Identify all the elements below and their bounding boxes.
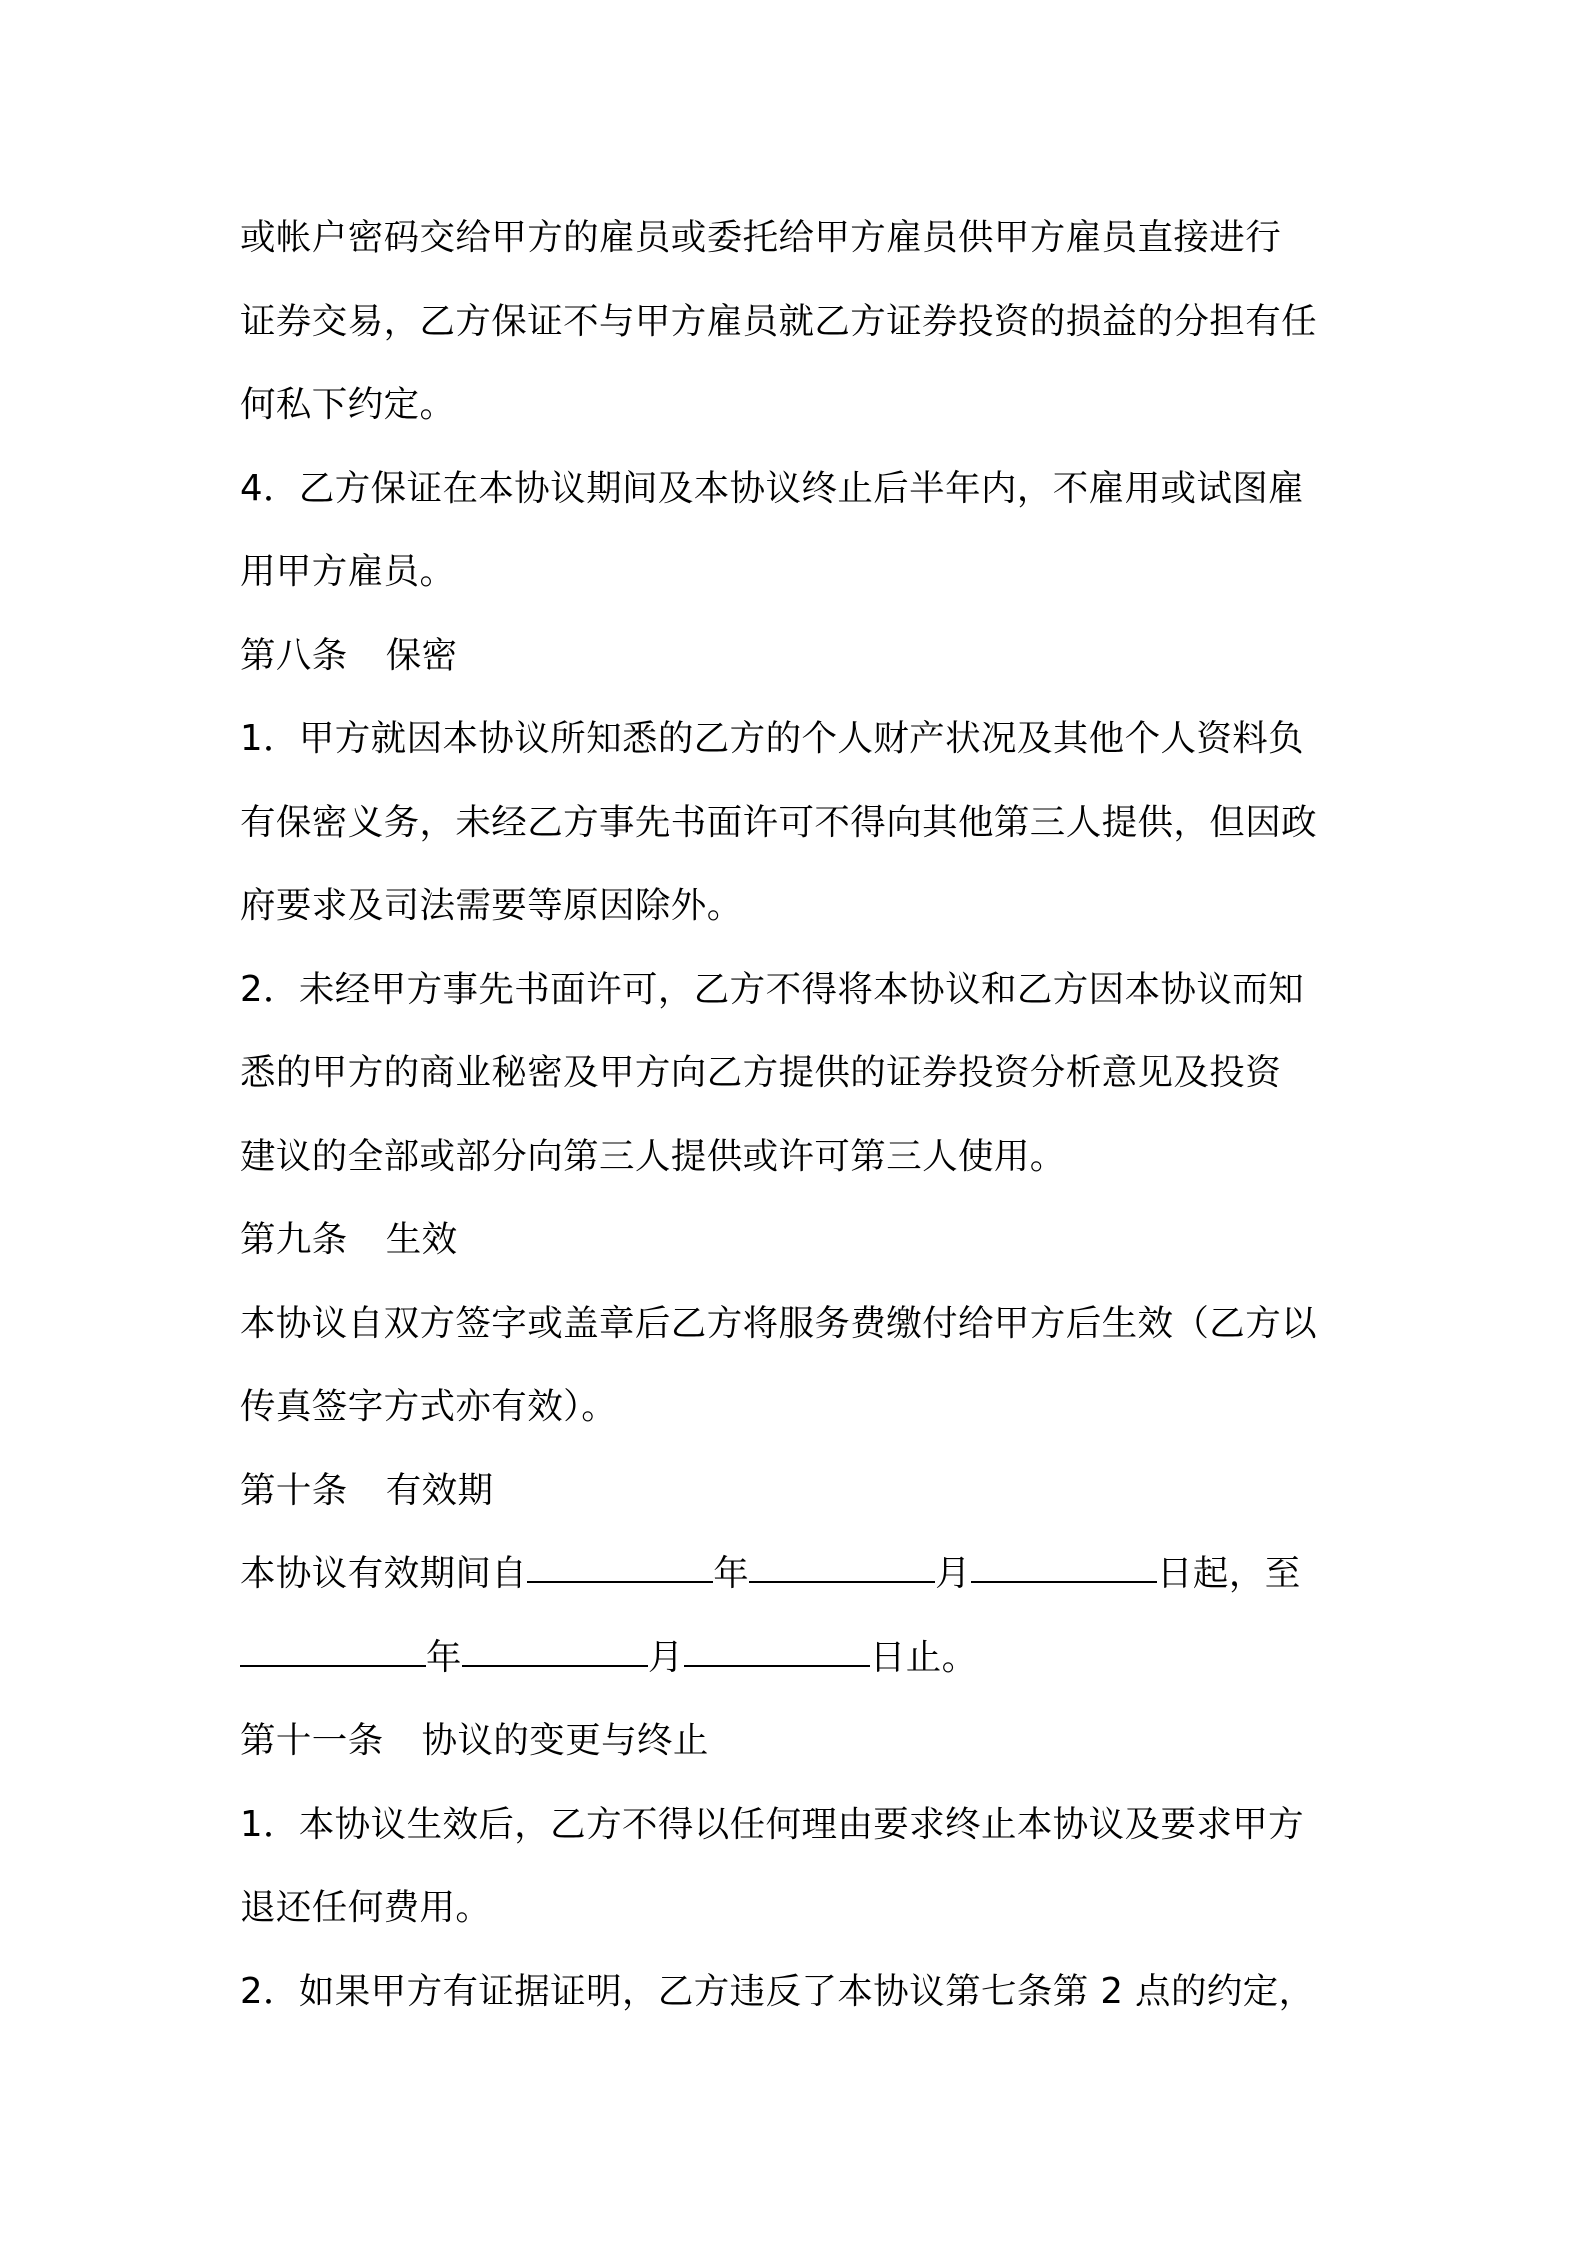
day-label: 日起，至 xyxy=(1157,1553,1301,1594)
article-11-heading xyxy=(240,1699,1370,1783)
paragraph-line: 或帐户密码交给甲方的雇员或委托给甲方雇员供甲方雇员直接进行 xyxy=(240,217,1282,258)
start-month-blank[interactable] xyxy=(749,1545,935,1583)
start-day-blank[interactable] xyxy=(971,1545,1157,1583)
month-label: 月 xyxy=(935,1553,972,1594)
article-title: 协议的变更与终止 xyxy=(421,1720,709,1761)
article-10-heading xyxy=(240,1449,1370,1533)
paragraph-line: 有保密义务，未经乙方事先书面许可不得向其他第三人提供，但因政 xyxy=(240,801,1318,843)
article-9-heading xyxy=(240,1198,1370,1282)
validity-end-line xyxy=(240,1616,1370,1700)
paragraph-line: 4．乙方保证在本协议期间及本协议终止后半年内，不雇用或试图雇 xyxy=(240,467,1305,509)
year-label: 年 xyxy=(713,1553,750,1594)
validity-prefix: 本协议有效期间自 xyxy=(240,1553,528,1594)
year-label: 年 xyxy=(426,1636,462,1678)
paragraph-line: 传真签字方式亦有效）。 xyxy=(240,1386,618,1427)
day-label: 日止。 xyxy=(869,1636,978,1678)
paragraph-line: 悉的甲方的商业秘密及甲方向乙方提供的证券投资分析意见及投资 xyxy=(240,1052,1282,1093)
paragraph-line: 证券交易，乙方保证不与甲方雇员就乙方证券投资的损益的分担有任 xyxy=(240,300,1318,342)
article-title: 有效期 xyxy=(385,1469,494,1511)
paragraph-line: 用甲方雇员。 xyxy=(240,551,456,592)
paragraph-line: 2．如果甲方有证据证明，乙方违反了本协议第七条第 2 点的约定， xyxy=(240,1970,1315,2012)
article-number: 第八条 xyxy=(240,634,348,676)
article-title: 生效 xyxy=(385,1219,458,1260)
end-month-blank[interactable] xyxy=(462,1629,648,1667)
paragraph-line: 退还任何费用。 xyxy=(240,1887,492,1928)
end-day-blank[interactable] xyxy=(684,1629,870,1667)
article-8-heading xyxy=(240,614,1370,698)
end-year-blank[interactable] xyxy=(240,1629,426,1667)
article-number: 第十条 xyxy=(240,1469,348,1511)
validity-start-line xyxy=(240,1532,1370,1616)
document-body xyxy=(240,196,1370,2033)
month-label: 月 xyxy=(647,1636,684,1678)
article-number: 第十一条 xyxy=(240,1720,384,1761)
paragraph-line: 何私下约定。 xyxy=(240,384,456,425)
article-title: 保密 xyxy=(385,634,458,676)
paragraph-line: 1．甲方就因本协议所知悉的乙方的个人财产状况及其他个人资料负 xyxy=(240,718,1305,759)
paragraph-line: 府要求及司法需要等原因除外。 xyxy=(240,885,743,926)
start-year-blank[interactable] xyxy=(527,1545,713,1583)
paragraph-line: 1．本协议生效后，乙方不得以任何理由要求终止本协议及要求甲方 xyxy=(240,1803,1305,1845)
article-number: 第九条 xyxy=(240,1219,348,1260)
paragraph-line: 本协议自双方签字或盖章后乙方将服务费缴付给甲方后生效（乙方以 xyxy=(240,1302,1318,1344)
paragraph-line: 建议的全部或部分向第三人提供或许可第三人使用。 xyxy=(240,1135,1066,1177)
paragraph-line: 2．未经甲方事先书面许可，乙方不得将本协议和乙方因本协议而知 xyxy=(240,968,1305,1010)
